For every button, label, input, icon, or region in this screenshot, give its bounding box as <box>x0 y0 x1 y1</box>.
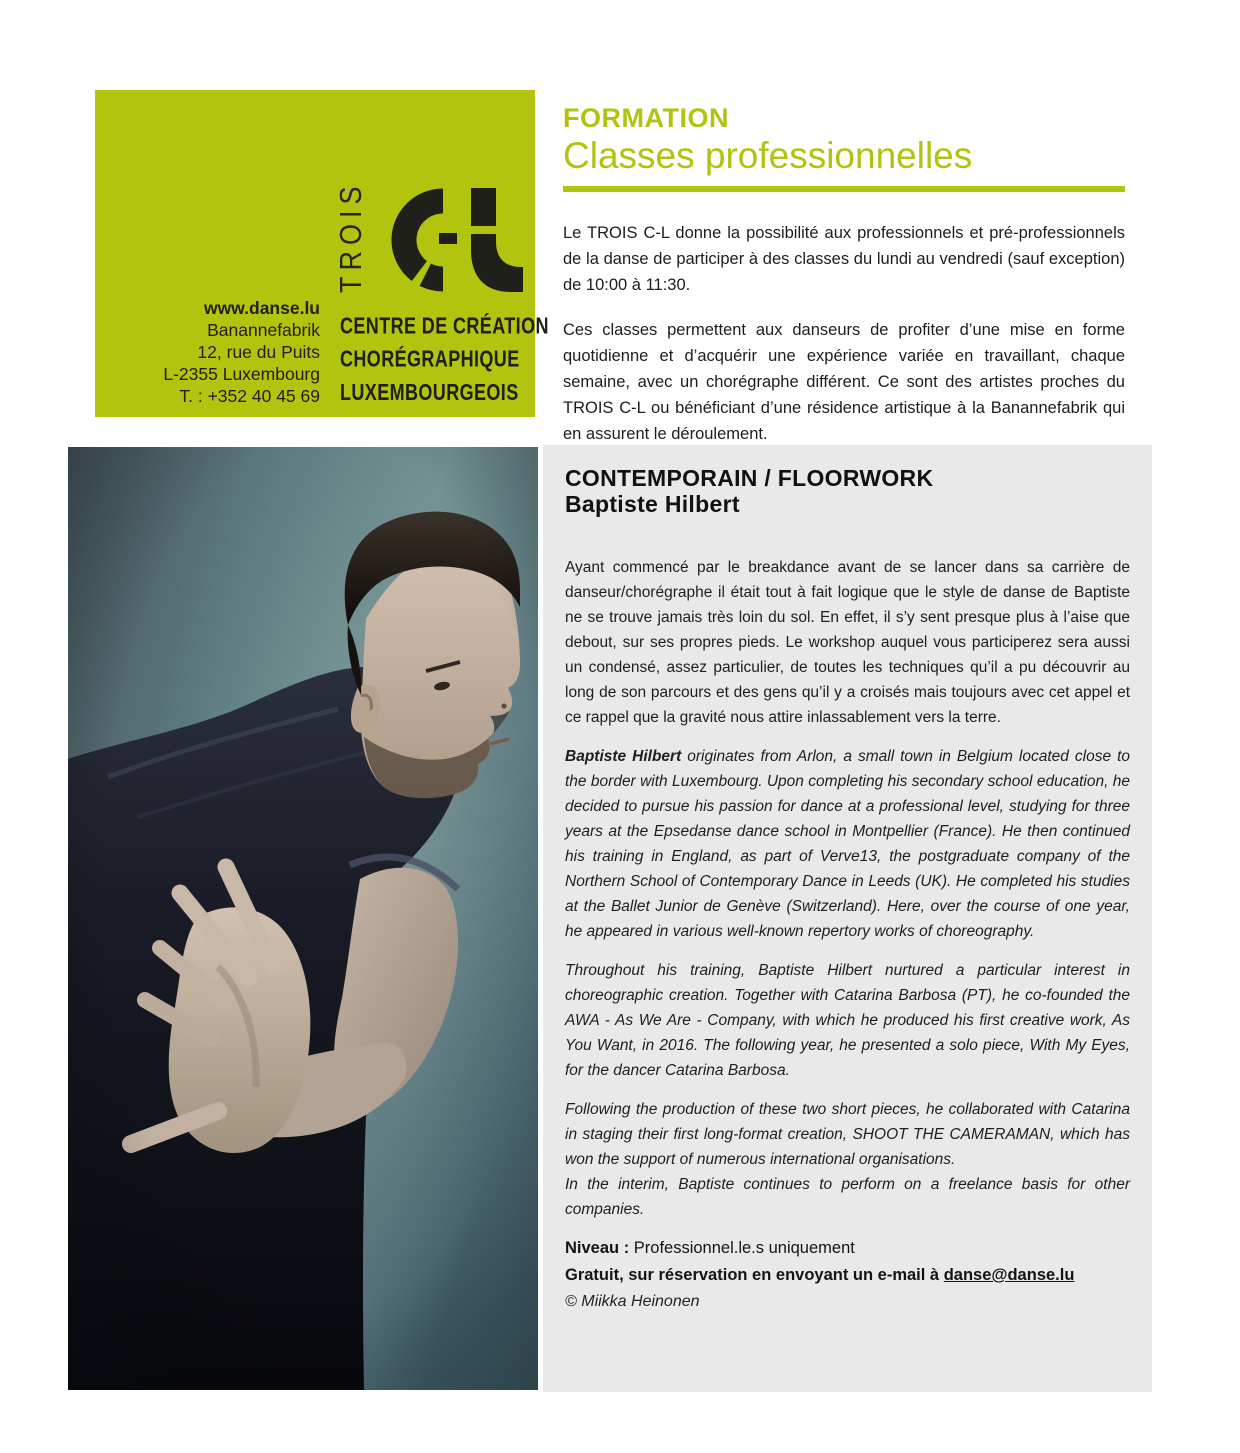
bio-paragraph-2: Throughout his training, Baptiste Hilbert nurtured a particular interest in choreographic creation. Together with Catarina Barbosa (PT), he co-founded the AWA - As We Are - Company, with which he produced his first creative work, As You Want, in 2016. The following year, he presented a solo piece, With My Eyes, for the dancer Catarina Barbosa. <box>565 962 1130 1079</box>
booking-text: Gratuit, sur réservation en envoyant un e-mail à <box>565 1266 944 1284</box>
bio-paragraph-3b: In the interim, Baptiste continues to perform on a freelance basis for other companies. <box>565 1176 1130 1218</box>
level-line <box>565 1235 1130 1262</box>
bio-paragraph-1-text: originates from Arlon, a small town in Belgium located close to the border with Luxembourg. Upon completing his secondary school education, he decided to pursue his passion for dance at a professional level, studying for three years at the Epsedanse dance school in Montpellier (France). He then continued his training in England, as part of Verve13, the postgraduate company of the Northern School of Contemporary Dance in Leeds (UK). He completed his studies at the Ballet Junior de Genève (Switzerland). Here, over the course of one year, he appeared in various well-known repertory works of choreography. <box>565 748 1130 940</box>
bio-paragraph-1 <box>565 744 1130 944</box>
profile-heading <box>565 465 1130 517</box>
level-label: Niveau : <box>565 1239 630 1257</box>
intro-text <box>563 220 1125 447</box>
bio-paragraph-3 <box>565 1097 1130 1222</box>
green-rule <box>563 186 1125 192</box>
section-kicker: FORMATION <box>563 103 729 133</box>
photo-credit: © Miikka Heinonen <box>565 1293 700 1310</box>
course-details <box>565 1235 1130 1315</box>
level-value: Professionnel.le.s uniquement <box>633 1239 855 1257</box>
profile-heading-name: Baptiste Hilbert <box>565 491 740 517</box>
website-link[interactable]: www.danse.lu <box>203 298 320 318</box>
bio-paragraph-3a: Following the production of these two short pieces, he collaborated with Catarina in staging their first long-format creation, SHOOT THE CAMERAMAN, which has won the support of numerous international organisations. <box>565 1101 1130 1168</box>
bio-lead-name: Baptiste Hilbert <box>565 748 682 765</box>
booking-email-link[interactable]: danse@danse.lu <box>943 1266 1075 1284</box>
profile-panel <box>543 445 1152 1392</box>
logo-caption-line: CENTRE DE CRÉATION <box>340 312 549 339</box>
address-line: 12, rue du Puits <box>197 342 320 362</box>
booking-line <box>565 1262 1130 1289</box>
address-block <box>95 297 320 407</box>
trois-cl-logo-icon <box>391 188 523 292</box>
page-title: Classes professionnelles <box>563 135 973 176</box>
profile-paragraph-french: Ayant commencé par le breakdance avant de se lancer dans sa carrière de danseur/chorégraphe il était tout à fait logique que le style de danse de Baptiste ne se trouve jamais très loin du sol. En effet, il s’y sent presque plus à l’aise que debout, sur ses propres pieds. Le workshop auquel vous participerez sera aussi un condensé, assez particulier, de toutes les techniques qu’il a pu découvrir au long de son parcours et des gens qu’il y a croisés mais toujours avec cet appel et ce rappel que la gravité nous attire inlassablement vers la terre. <box>565 559 1130 726</box>
profile-heading-style: CONTEMPORAIN / FLOORWORK <box>565 465 934 491</box>
dancer-photo <box>68 447 538 1390</box>
logo-caption <box>340 309 549 409</box>
intro-paragraph-1: Le TROIS C-L donne la possibilité aux professionnels et pré-professionnels de la danse de participer à des classes du lundi au vendredi (sauf exception) de 10:00 à 11:30. <box>563 224 1125 294</box>
address-line: T. : +352 40 45 69 <box>179 386 320 406</box>
address-line: L-2355 Luxembourg <box>163 364 320 384</box>
logo-trois-vertical-text: TROIS <box>334 180 368 293</box>
masthead-green-block <box>95 90 549 417</box>
logo-caption-line: CHORÉGRAPHIQUE <box>340 346 520 372</box>
logo-caption-line: LUXEMBOURGEOIS <box>340 379 519 405</box>
intro-paragraph-2: Ces classes permettent aux danseurs de profiter d’une mise en forme quotidienne et d’acquérir une expérience variée en travaillant, chaque semaine, avec un chorégraphe différent. Ce sont des artistes proches du TROIS C-L ou bénéficiant d’une résidence artistique à la Banannefabrik qui en assurent le déroulement. <box>563 321 1125 443</box>
address-line: Banannefabrik <box>207 320 320 340</box>
header-column <box>563 103 1125 447</box>
